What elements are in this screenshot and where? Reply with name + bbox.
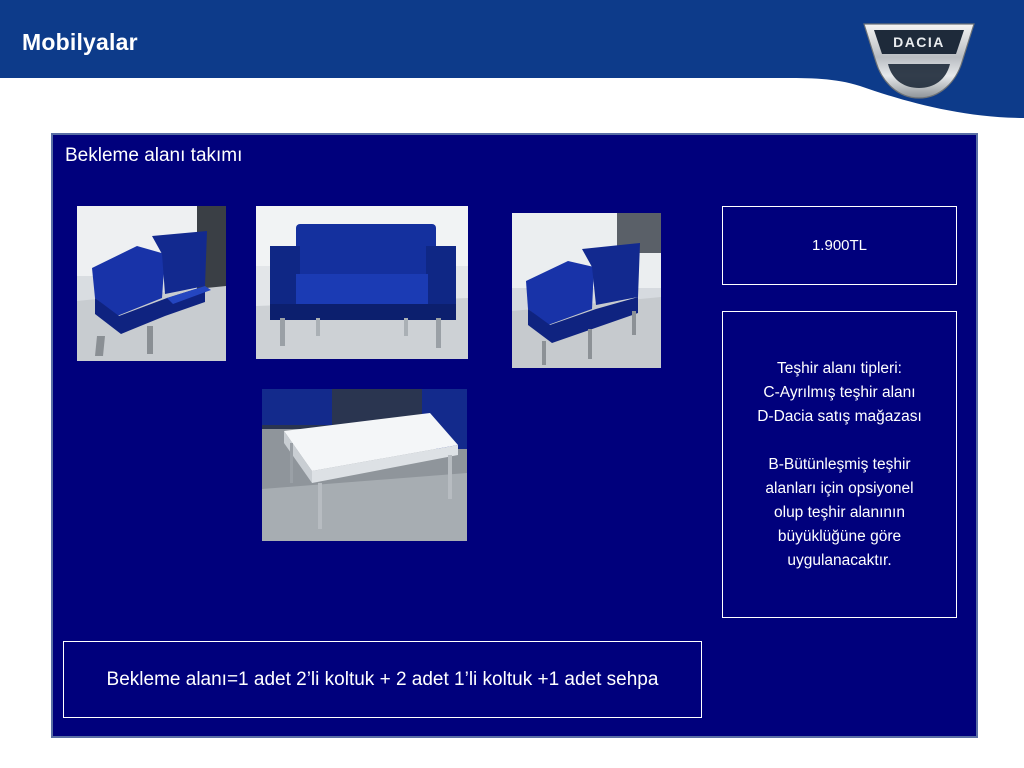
summary-text: Bekleme alanı=1 adet 2’li koltuk + 2 adet 1’li koltuk +1 adet sehpa: [106, 668, 659, 690]
info-line: D-Dacia satış mağazası: [757, 407, 922, 425]
dacia-logo: [858, 20, 980, 104]
info-line: C-Ayrılmış teşhir alanı: [763, 383, 916, 401]
info-line: uygulanacaktır.: [787, 551, 892, 569]
price-value: 1.900TL: [811, 237, 868, 254]
info-line: Teşhir alanı tipleri:: [777, 359, 902, 377]
info-line: olup teşhir alanının: [774, 503, 905, 521]
info-line: alanları için opsiyonel: [765, 479, 914, 497]
price-box: [722, 206, 957, 285]
display-area-info-box: [722, 311, 957, 618]
info-line: B-Bütünleşmiş teşhir: [768, 455, 911, 473]
summary-box: [63, 641, 702, 718]
coffee-table-photo: [262, 389, 467, 541]
armchair-photo-left: [77, 206, 226, 361]
info-line: büyüklüğüne göre: [777, 527, 902, 545]
slide-title: Mobilyalar: [22, 29, 138, 55]
content-panel: [51, 133, 978, 738]
svg-text:DACIA: DACIA: [893, 34, 945, 50]
panel-heading: Bekleme alanı takımı: [65, 145, 243, 166]
sofa-photo: [256, 206, 468, 359]
armchair-photo-right: [512, 213, 661, 368]
